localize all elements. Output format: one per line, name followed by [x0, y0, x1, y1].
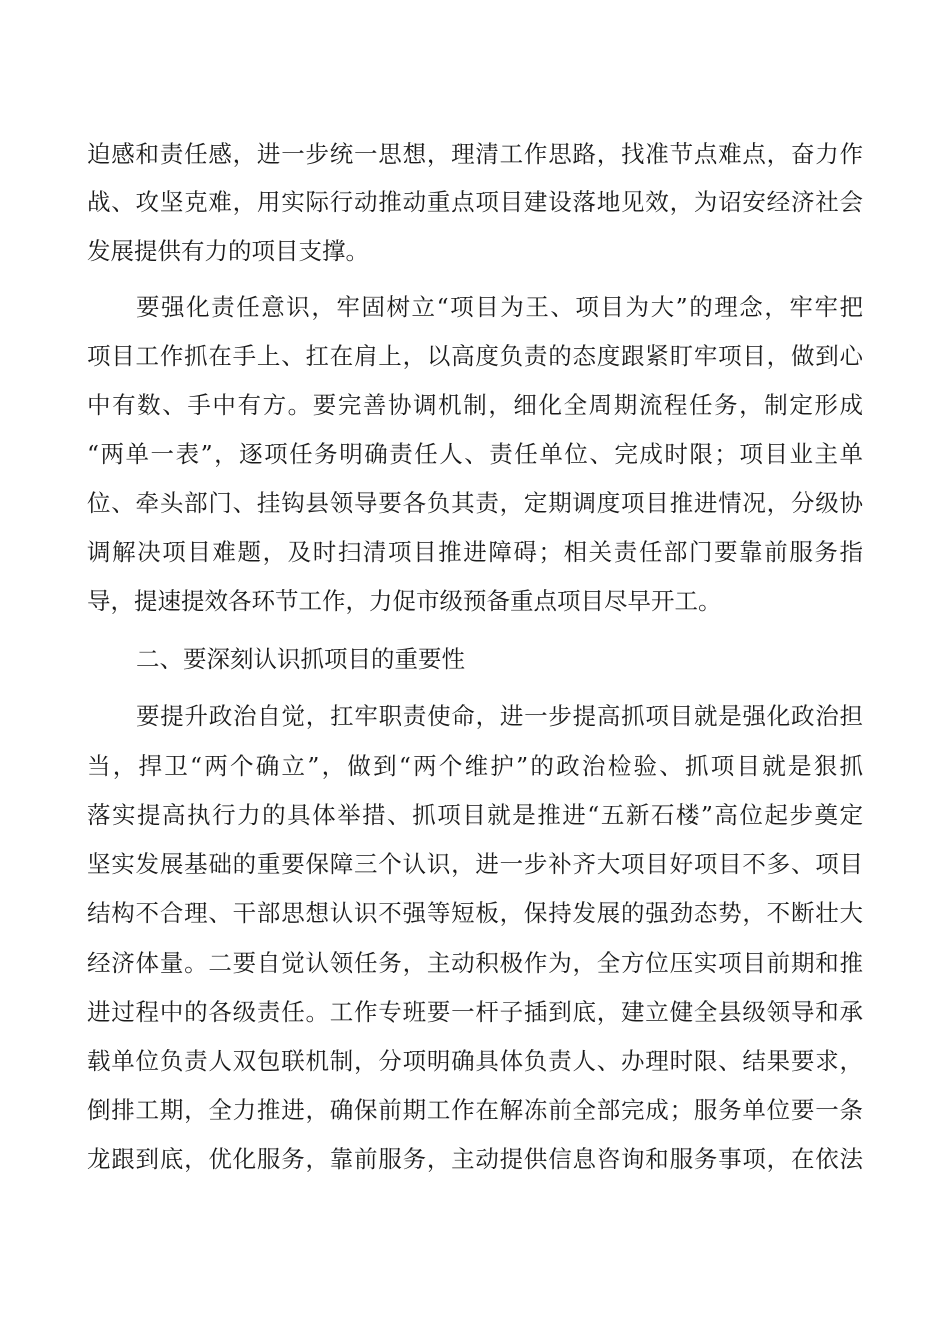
text-line-15: 坚实发展基础的重要保障三个认识，进一步补齐大项目好项目不多、项目: [87, 850, 863, 878]
text-line-7: “两单一表”，逐项任务明确责任人、责任单位、完成时限；项目业主单: [87, 440, 863, 468]
text-line-1: 迫感和责任感，进一步统一思想，理清工作思路，找准节点难点，奋力作: [87, 140, 863, 168]
text-line-9: 调解决项目难题，及时扫清项目推进障碍；相关责任部门要靠前服务指: [87, 538, 863, 566]
text-line-20: 倒排工期，全力推进，确保前期工作在解冻前全部完成；服务单位要一条: [87, 1096, 863, 1124]
text-line-5: 项目工作抓在手上、扛在肩上，以高度负责的态度跟紧盯牢项目，做到心: [87, 342, 863, 370]
text-line-18: 进过程中的各级责任。工作专班要一杆子插到底，建立健全县级领导和承: [87, 998, 863, 1026]
text-line-8: 位、牵头部门、挂钩县领导要各负其责，定期调度项目推进情况，分级协: [87, 489, 863, 517]
text-line-6: 中有数、手中有方。要完善协调机制，细化全周期流程任务，制定形成: [87, 391, 863, 419]
text-line-13: 当，捍卫“两个确立”，做到“两个维护”的政治检验、抓项目就是狠抓: [87, 752, 863, 780]
text-line-16: 结构不合理、干部思想认识不强等短板，保持发展的强劲态势，不断壮大: [87, 899, 863, 927]
section-heading: 二、要深刻认识抓项目的重要性: [136, 645, 465, 673]
text-line-17: 经济体量。二要自觉认领任务，主动积极作为，全方位压实项目前期和推: [87, 949, 863, 977]
text-line-14: 落实提高执行力的具体举措、抓项目就是推进“五新石楼”高位起步奠定: [87, 801, 863, 829]
text-line-21: 龙跟到底，优化服务，靠前服务，主动提供信息咨询和服务事项，在依法: [87, 1145, 863, 1173]
text-line-19: 载单位负责人双包联机制，分项明确具体负责人、办理时限、结果要求，: [87, 1047, 863, 1075]
text-line-3: 发展提供有力的项目支撑。: [87, 237, 369, 265]
paragraph-start-line: 要强化责任意识，牢固树立“项目为王、项目为大”的理念，牢牢把: [136, 293, 863, 321]
paragraph-start-line: 要提升政治自觉，扛牢职责使命，进一步提高抓项目就是强化政治担: [136, 702, 863, 730]
text-line-10: 导，提速提效各环节工作，力促市级预备重点项目尽早开工。: [87, 587, 722, 615]
text-line-2: 战、攻坚克难，用实际行动推动重点项目建设落地见效，为诏安经济社会: [87, 188, 863, 216]
